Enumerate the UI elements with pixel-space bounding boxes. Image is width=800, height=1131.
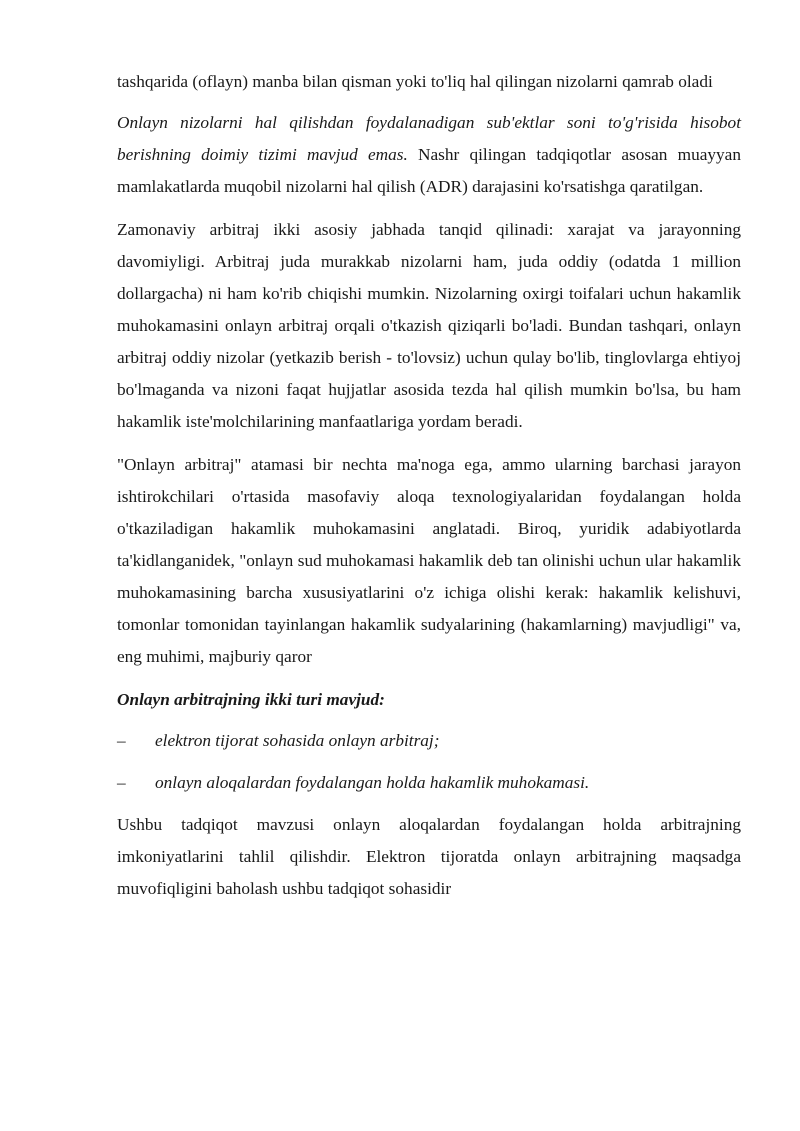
document-page bbox=[117, 66, 741, 916]
list-bullet: – bbox=[117, 731, 126, 750]
list-item-text: elektron tijorat sohasida onlayn arbitraj; bbox=[155, 731, 440, 750]
list-item bbox=[117, 767, 741, 799]
paragraph-3: Zamonaviy arbitraj ikki asosiy jabhada tanqid qilinadi: xarajat va jarayonning davomiyligi. Arbitraj juda murakkab nizolarni ham, juda oddiy (odatda 1 million dollargacha) ni ham ko'rib chiqishi mumkin. Nizolarning oxirgi toifalari uchun hakamlik muhokamasini onlayn arbitraj orqali o'tkazish qiziqarli bo'ladi. Bundan tashqari, onlayn arbitraj oddiy nizolar (yetkazib berish - to'lovsiz) uchun qulay bo'lib, tinglovlarga ehtiyoj bo'lmaganda va nizoni faqat hujjatlar asosida tezda hal qilish mumkin bo'lsa, bu ham hakamlik iste'molchilarining manfaatlariga yordam beradi. bbox=[117, 220, 741, 431]
paragraph-2-body: Nashr qilingan tadqiqotlar asosan muayyan mamlakatlarda muqobil nizolarni hal qilish (ADR) darajasini ko'rsatishga qaratilgan. bbox=[117, 145, 741, 196]
list-bullet: – bbox=[117, 773, 126, 792]
paragraph-1: tashqarida (oflayn) manba bilan qisman yoki to'liq hal qilingan nizolarni qamrab oladi bbox=[117, 72, 713, 91]
list-item bbox=[117, 725, 741, 757]
section-heading: Onlayn arbitrajning ikki turi mavjud: bbox=[117, 690, 385, 709]
paragraph-4: "Onlayn arbitraj" atamasi bir nechta ma'noga ega, ammo ularning barchasi jarayon ishtirokchilari o'rtasida masofaviy aloqa texnologiyalaridan foydalangan holda o'tkaziladigan hakamlik muhokamasini anglatadi. Biroq, yuridik adabiyotlarda ta'kidlanganidek, "onlayn sud muhokamasi hakamlik deb tan olinishi uchun ular hakamlik muhokamasining barcha xususiyatlarini o'z ichiga olishi kerak: hakamlik kelishuvi, tomonlar tomonidan tayinlangan hakamlik sudyalarining (hakamlarning) mavjudligi" va, eng muhimi, majburiy qaror bbox=[117, 455, 741, 666]
paragraph-5: Ushbu tadqiqot mavzusi onlayn aloqalardan foydalangan holda arbitrajning imkoniyatlarini tahlil qilishdir. Elektron tijoratda onlayn arbitrajning maqsadga muvofiqligini baholash ushbu tadqiqot sohasidir bbox=[117, 815, 741, 898]
paragraph-2-italic-lead: Onlayn nizolarni hal qilishdan foydalanadigan sub'ektlar soni to'g'risida hisobot berishning doimiy tizimi mavjud emas. bbox=[117, 113, 741, 164]
paragraph-2 bbox=[117, 107, 741, 203]
list-item-text: onlayn aloqalardan foydalangan holda hakamlik muhokamasi. bbox=[155, 773, 590, 792]
